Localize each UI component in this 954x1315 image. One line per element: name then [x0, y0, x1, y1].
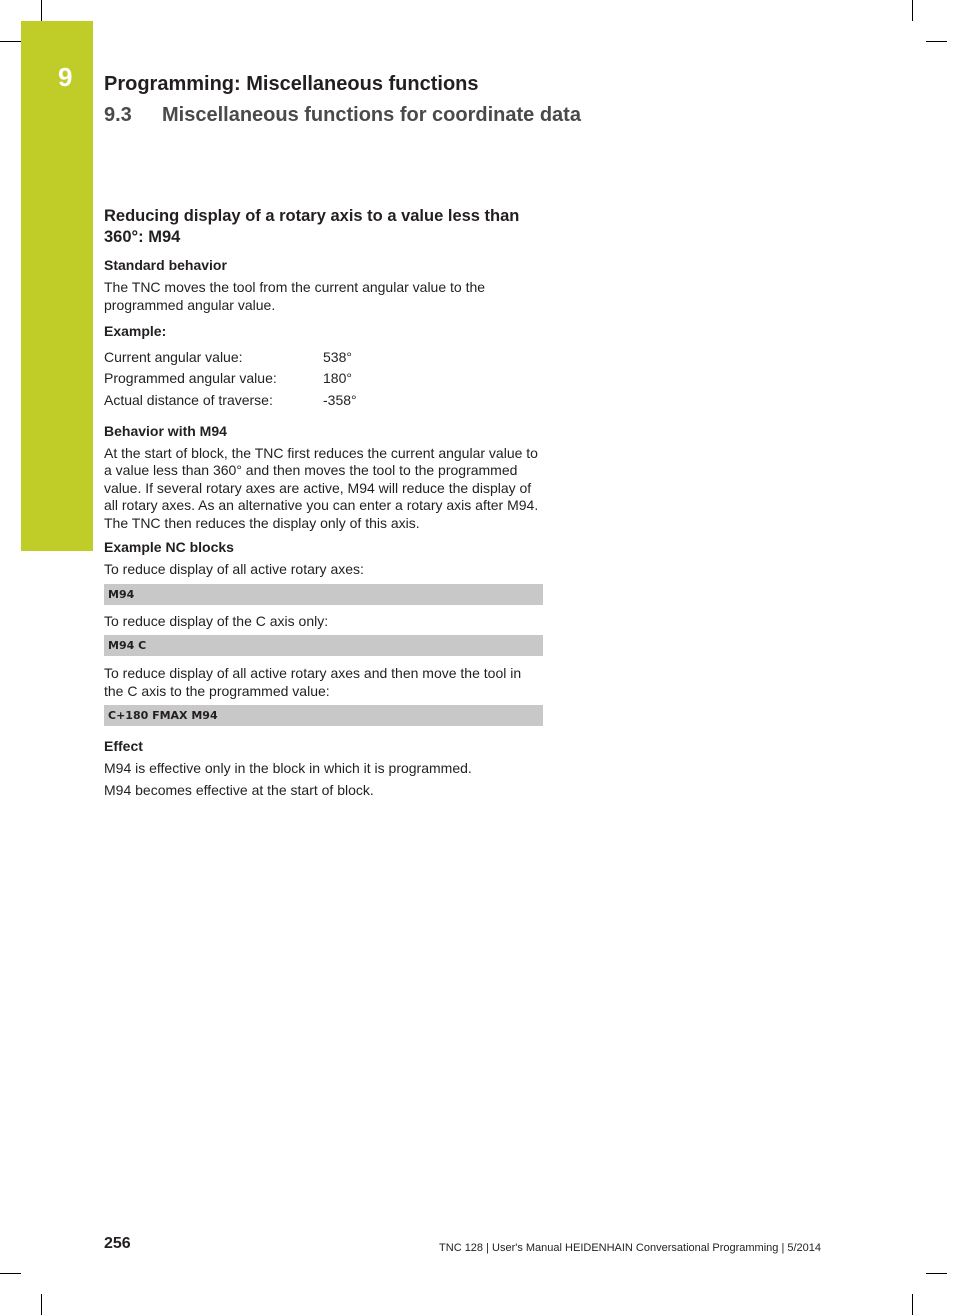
nc-blocks-heading: Example NC blocks — [104, 539, 234, 555]
main-content — [104, 206, 544, 808]
nc-code-block-3: C+180 FMAX M94 — [104, 705, 543, 726]
nc-code-block-1: M94 — [104, 584, 543, 605]
table-row — [104, 389, 357, 411]
effect-heading: Effect — [104, 738, 143, 754]
example-label: Programmed angular value: — [104, 370, 277, 387]
topic-heading-line2: 360°: M94 — [104, 228, 181, 246]
example-label: Actual distance of traverse: — [104, 391, 273, 408]
crop-mark — [912, 0, 913, 21]
effect-text-2: M94 becomes effective at the start of block. — [104, 781, 374, 798]
chapter-title: Programming: Miscellaneous functions — [104, 73, 479, 95]
example-table — [104, 346, 357, 411]
crop-mark — [926, 1273, 947, 1274]
example-value: -358° — [323, 391, 357, 408]
topic-heading-line1: Reducing display of a rotary axis to a value less than — [104, 207, 520, 225]
chapter-tab — [21, 21, 93, 551]
example-label: Current angular value: — [104, 348, 243, 365]
example-value: 180° — [323, 370, 352, 387]
table-row — [104, 368, 357, 390]
table-row — [104, 346, 357, 368]
nc-intro-1: To reduce display of all active rotary axes: — [104, 561, 364, 577]
behavior-m94-text: At the start of block, the TNC first reduces the current angular value to a value less than 360° and then moves the tool to the programmed value. If several rotary axes are active, M94 will reduce the display of all rotary axes. As an alternative you can enter a rotary axis after M94. The TNC then reduces the display only of this axis. — [104, 444, 539, 531]
effect-text-1: M94 is effective only in the block in which it is programmed. — [104, 760, 472, 776]
page-number: 256 — [104, 1235, 131, 1252]
crop-mark — [0, 41, 21, 42]
section-number: 9.3 — [104, 104, 132, 126]
nc-intro-3: To reduce display of all active rotary axes and then move the tool in the C axis to the programmed value: — [104, 665, 522, 699]
crop-mark — [41, 1294, 42, 1315]
nc-intro-2: To reduce display of the C axis only: — [104, 612, 329, 629]
footer-text: TNC 128 | User's Manual HEIDENHAIN Conversational Programming | 5/2014 — [439, 1242, 821, 1254]
example-value: 538° — [323, 348, 352, 365]
crop-mark — [926, 41, 947, 42]
crop-mark — [912, 1294, 913, 1315]
section-title: Miscellaneous functions for coordinate data — [162, 104, 581, 126]
chapter-number: 9 — [58, 62, 73, 92]
topic-heading — [104, 206, 544, 248]
standard-behavior-text: The TNC moves the tool from the current angular value to the programmed angular value. — [104, 279, 486, 313]
standard-behavior-heading: Standard behavior — [104, 257, 227, 273]
crop-mark — [41, 0, 42, 21]
nc-code-block-2: M94 C — [104, 635, 543, 656]
behavior-m94-heading: Behavior with M94 — [104, 422, 227, 439]
crop-mark — [0, 1273, 21, 1274]
example-heading: Example: — [104, 323, 167, 339]
